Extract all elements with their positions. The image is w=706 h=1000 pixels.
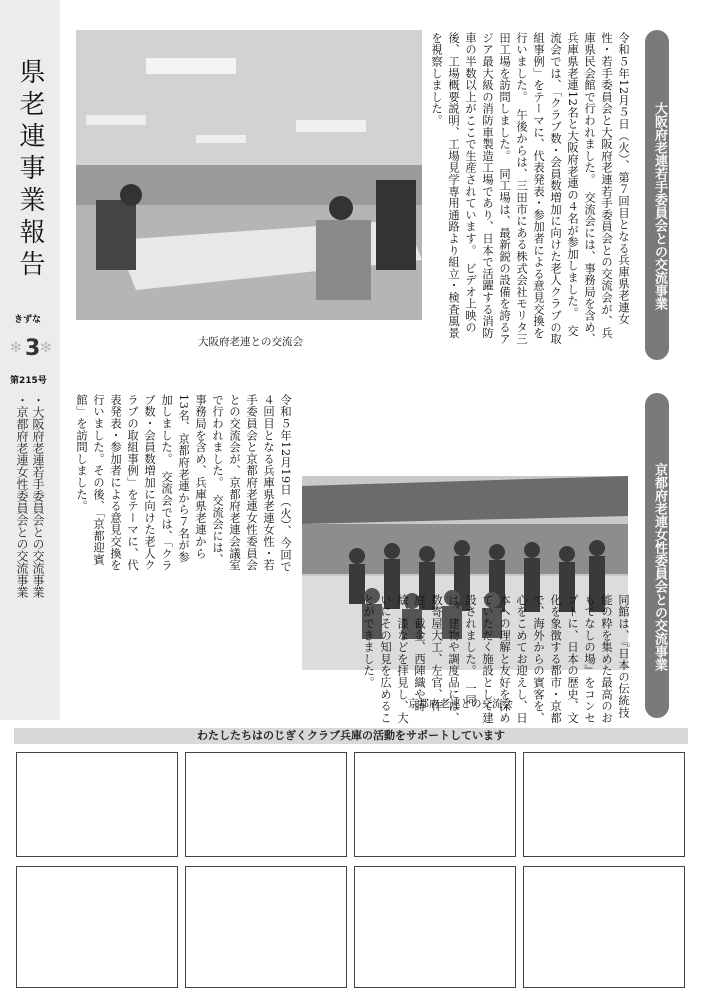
sponsor-ad-slot: [185, 752, 347, 857]
sponsor-ad-slot: [16, 752, 178, 857]
section-heading-kyoto: 京都府老連女性委員会との交流事業: [645, 393, 669, 718]
table-of-contents: [14, 394, 46, 598]
page-number-badge: [10, 338, 54, 364]
sponsor-ad-slot: [185, 866, 347, 988]
section-heading-osaka: 大阪府老連若手委員会との交流事業: [645, 30, 669, 360]
article-body-osaka: 令和５年12月５日（火）、第７回目となる兵庫県老連女性・若手委員会と大阪府老連若手委員会との交流会が、兵庫県民会館で行われました。 交流会には、事務局を含め、兵庫県老連12名と大阪府老連の４名が参加しました。 交流会では、「クラブ数・会員数増加に向けた老人クラブの取組事例」をテーマに、代表発表・参加者による意見交換を行いました。 午後からは、三田市にある株式会社モリタ三田工場を訪問しました。 同工場は、最新鋭の設備を誇るアジア最大級の消防車製造工場であり、日本で活躍する消防車の半数以上がここで生産されています。 ビデオ上映の後、工場概要説明、工場見学専用通路より組立・検査風景を視察しました。: [430, 32, 630, 345]
support-banner: わたしたちはのじぎくクラブ兵庫の活動をサポートしています: [14, 728, 688, 744]
article-body-kyoto-part1: 令和５年12月19日（火）、今回で４回目となる兵庫県老連女性・若手委員会と京都府老連女性委員会との交流会が、京都府老連会議室で行われました。 交流会には、事務局を含め、兵庫県老連から13名、京都府老連から７名が参加しました。 交流会では、「クラブ数・会員数増加に向けた老人クラブの取組事例」をテーマに、代表発表・参加者による意見交換を行いました。その後、「京都迎賓館」を訪問しました。: [75, 394, 292, 573]
article-body-kyoto-part2: 同館は、『日本の伝統技能の粋を集めた最高のおもてなしの場』をコンセプトに、日本の歴史、文化を象徴する都市・京都で、海外からの賓客を、心をこめてお迎えし、日本への理解と友好を深めていただく施設として建設されました。 一同は、建物や調度品には、数寄屋大工、左官、作庭、截金、西陣織や蒔絵、漆などを拝見し、大いにその知見を広めることができました。: [362, 594, 630, 724]
photo-caption-kyoto: 京都府老連との交流会: [408, 698, 513, 710]
flower-icon: ✻: [10, 340, 22, 356]
toc-item: ・大阪府老連若手委員会との交流事業: [31, 394, 45, 598]
toc-item: ・京都府老連女性委員会との交流事業: [15, 394, 29, 598]
sponsor-ad-slot: [354, 752, 516, 857]
photo-caption-osaka: 大阪府老連との交流会: [198, 336, 303, 348]
photo-osaka-meeting: [76, 30, 422, 320]
page-title: 県老連事業報告: [15, 58, 45, 282]
page-number: 3: [25, 336, 41, 361]
issue-number: 第215号: [10, 376, 47, 386]
sponsor-ad-slot: [354, 866, 516, 988]
series-name: きずな: [14, 315, 42, 325]
sponsor-ad-slot: [523, 752, 685, 857]
sponsor-ad-slot: [16, 866, 178, 988]
sponsor-ad-slot: [523, 866, 685, 988]
flower-icon: ✻: [40, 340, 52, 356]
